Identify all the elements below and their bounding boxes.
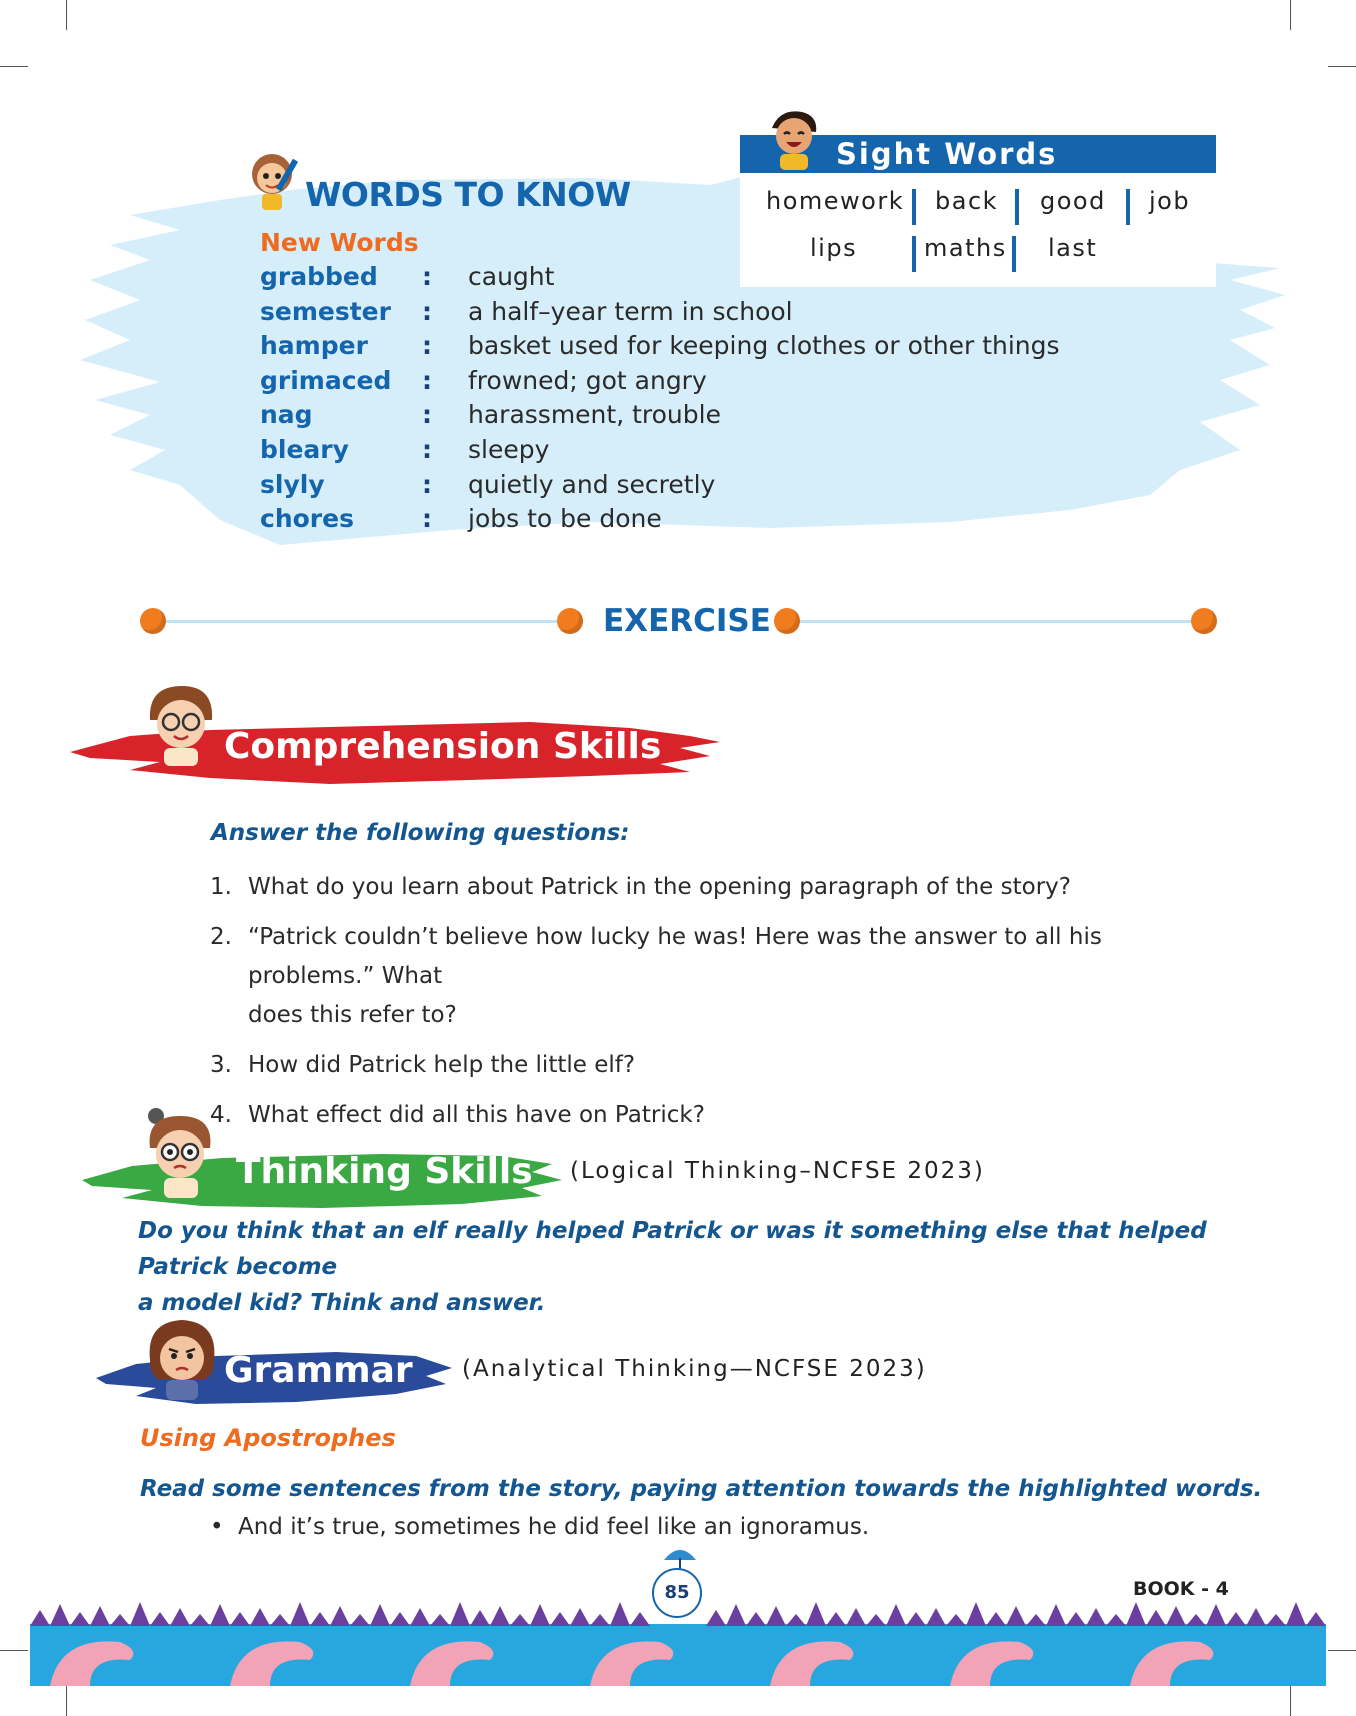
orange-dot-icon: [557, 608, 583, 634]
question-item: [210, 918, 1220, 1035]
thinking-skills-tag: (Logical Thinking–NCFSE 2023): [570, 1158, 985, 1184]
question-item: [210, 1096, 1220, 1135]
thinking-skills-title: Thinking Skills: [236, 1151, 533, 1192]
vocab-term: semester: [260, 296, 391, 326]
vocab-definition: basket used for keeping clothes or other things: [468, 331, 1060, 361]
question-number: 1.: [210, 874, 232, 900]
vocab-colon: :: [422, 331, 432, 361]
vocab-term: bleary: [260, 434, 349, 464]
grammar-title: Grammar: [224, 1350, 413, 1391]
vocab-term: chores: [260, 504, 354, 534]
sight-word: lips: [810, 234, 858, 262]
vocab-colon: :: [422, 262, 432, 291]
thinking-question: [138, 1213, 1228, 1321]
orange-dot-icon: [774, 608, 800, 634]
sight-word: job: [1149, 187, 1191, 215]
exercise-divider-line: [166, 620, 558, 623]
sight-word: homework: [766, 187, 905, 215]
crop-mark: [0, 1650, 28, 1651]
crop-mark: [1328, 66, 1356, 67]
comprehension-skills-title: Comprehension Skills: [224, 726, 662, 767]
page-number: 85: [652, 1568, 702, 1618]
thinking-question-line: Do you think that an elf really helped Patrick or was it something else that helped Patrick become: [138, 1218, 1207, 1280]
question-text: “Patrick couldn’t believe how lucky he was! Here was the answer to all his problems.” What: [248, 924, 1102, 989]
vocab-definition: jobs to be done: [468, 504, 662, 534]
sight-word: maths: [924, 234, 1007, 262]
grammar-tag: (Analytical Thinking—NCFSE 2023): [462, 1356, 927, 1382]
girl-glasses-mascot-icon: [138, 680, 224, 768]
crop-mark: [66, 0, 67, 30]
vocab-colon: :: [422, 469, 432, 499]
question-text: How did Patrick help the little elf?: [248, 1052, 636, 1078]
question-list: [210, 868, 1220, 1146]
sight-words-title: Sight Words: [836, 137, 1058, 171]
crop-mark: [1290, 1686, 1291, 1716]
bullet-dot-icon: •: [210, 1514, 224, 1540]
new-words-label: New Words: [260, 228, 419, 257]
crop-mark: [1290, 0, 1291, 30]
grammar-instruction: Read some sentences from the story, paying attention towards the highlighted words.: [140, 1476, 1263, 1502]
grammar-bullet: [210, 1514, 869, 1540]
vocab-term: nag: [260, 400, 313, 430]
boy-mascot-icon: [242, 148, 306, 216]
vocab-term: slyly: [260, 469, 325, 499]
question-item: [210, 868, 1220, 907]
bullet-text: And it’s true, sometimes he did feel like an ignoramus.: [238, 1514, 870, 1540]
crop-mark: [0, 66, 28, 67]
question-text-continued: does this refer to?: [248, 1002, 457, 1028]
vocab-definition: a half–year term in school: [468, 296, 793, 326]
words-to-know-title: WORDS TO KNOW: [305, 175, 631, 214]
orange-dot-icon: [1191, 608, 1217, 634]
crop-mark: [66, 1686, 67, 1716]
crop-mark: [1328, 1650, 1356, 1651]
boy-sight-words-mascot-icon: [760, 106, 830, 172]
sight-word: good: [1040, 187, 1106, 215]
book-label: BOOK - 4: [1133, 1578, 1229, 1600]
sight-word-divider: [1015, 189, 1019, 225]
exercise-divider-line: [795, 620, 1195, 623]
question-number: 3.: [210, 1052, 232, 1078]
vocab-colon: :: [422, 296, 432, 326]
sight-word-divider: [1126, 189, 1130, 225]
girl-grumpy-mascot-icon: [142, 1310, 222, 1402]
thinking-question-line: a model kid? Think and answer.: [138, 1290, 546, 1316]
question-text: What do you learn about Patrick in the opening paragraph of the story?: [248, 874, 1071, 900]
exercise-title: EXERCISE: [603, 603, 771, 639]
sight-word-divider: [1012, 236, 1016, 272]
vocab-definition: harassment, trouble: [468, 400, 721, 430]
vocab-colon: :: [422, 400, 432, 430]
question-item: [210, 1046, 1220, 1085]
question-text: What effect did all this have on Patrick?: [248, 1102, 705, 1128]
vocab-definition: frowned; got angry: [468, 365, 707, 395]
vocab-term: grimaced: [260, 365, 392, 395]
vocab-definition: quietly and secretly: [468, 469, 716, 499]
vocab-term: hamper: [260, 331, 368, 361]
question-number: 2.: [210, 924, 232, 950]
boy-glasses-mascot-icon: [138, 1104, 222, 1202]
sight-word-divider: [912, 236, 916, 272]
vocab-colon: :: [422, 504, 432, 534]
question-number: 4.: [210, 1102, 232, 1128]
sight-word-divider: [912, 189, 916, 225]
vocab-term: grabbed: [260, 262, 378, 291]
sight-word: last: [1048, 234, 1098, 262]
comprehension-instruction: Answer the following questions:: [211, 820, 630, 846]
vocab-definition: caught: [468, 262, 555, 291]
vocab-colon: :: [422, 434, 432, 464]
vocab-definition: sleepy: [468, 434, 550, 464]
orange-dot-icon: [140, 608, 166, 634]
vocab-colon: :: [422, 365, 432, 395]
grammar-subtitle: Using Apostrophes: [140, 1424, 396, 1452]
sight-word: back: [935, 187, 999, 215]
